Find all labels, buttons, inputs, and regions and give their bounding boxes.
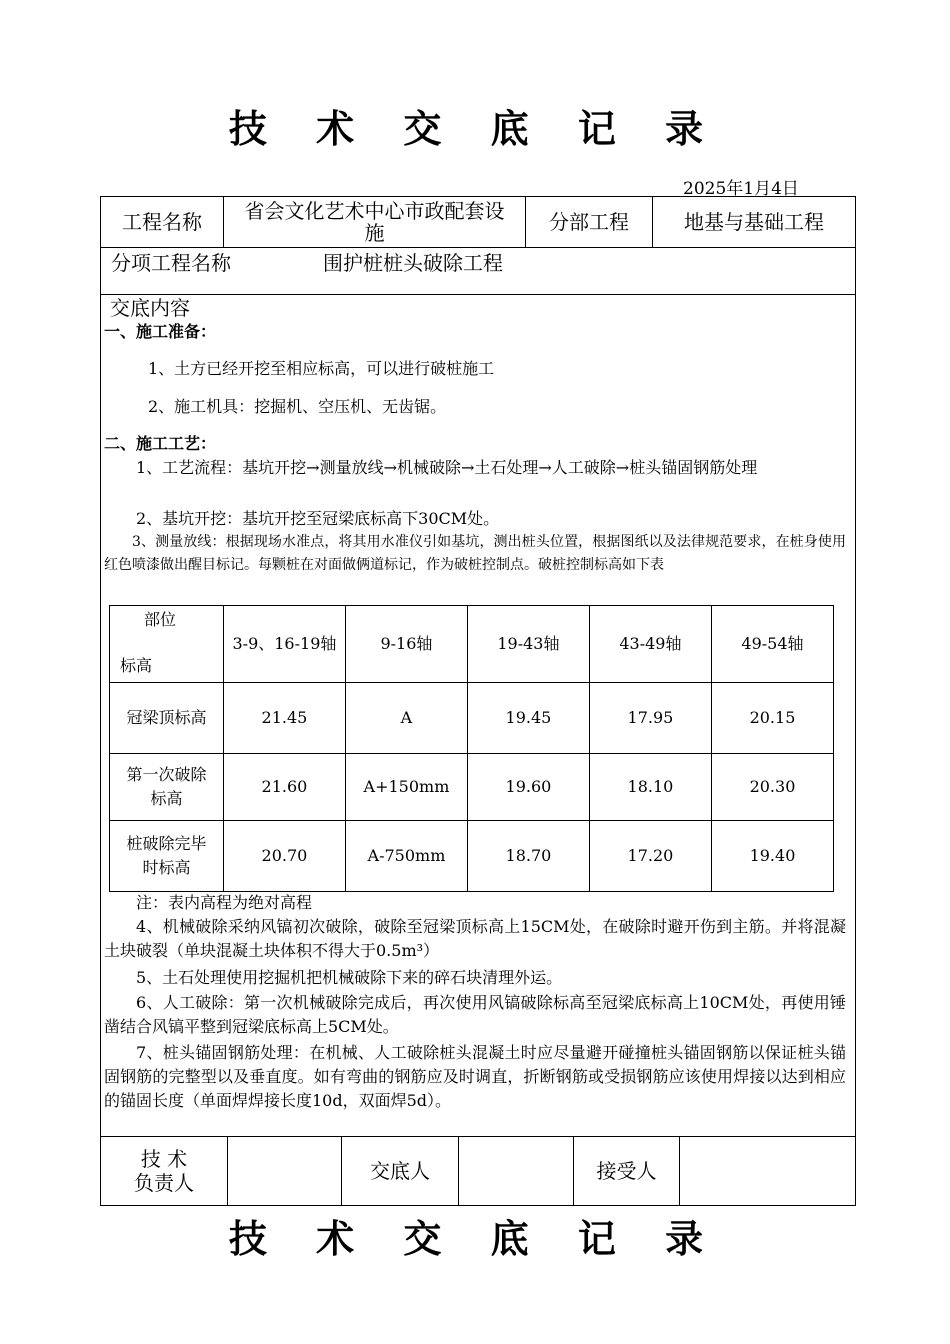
survey-paragraph: 3、测量放线：根据现场水准点，将其用水准仪引如基坑，测出桩头位置，根据图纸以及法律规范要求，在桩身使用红色喷漆做出醒目标记。每颗桩在对面做俩道标记，作为破桩控制点。破桩控制标高如下表 (104, 534, 846, 573)
process-flow-paragraph: 1、工艺流程：基坑开挖→测量放线→机械破除→土石处理→人工破除→桩头锚固钢筋处理 (136, 458, 758, 477)
table-cell: 19.45 (467, 683, 589, 754)
subitem-label: 分项工程名称 (111, 251, 231, 275)
row-label: 桩破除完毕时标高 (110, 821, 224, 892)
table-cell: A-750mm (345, 821, 467, 892)
row-divider (101, 294, 855, 295)
receiver-signature[interactable] (680, 1137, 855, 1205)
prep-item-1: 1、土方已经开挖至相应标高，可以进行破桩施工 (148, 359, 495, 378)
discloser-label: 交底人 (370, 1159, 430, 1183)
table-row (110, 754, 834, 821)
tech-lead-label: 技 术 负责人 (134, 1147, 194, 1195)
rebar-treatment-paragraph: 7、桩头锚固钢筋处理：在机械、人工破除桩头混凝土时应尽量避开碰撞桩头锚固钢筋以保证桩头锚固钢筋的完整型以及垂直度。如有弯曲的钢筋应及时调直，折断钢筋或受损钢筋应该使用焊接以达到相应的锚固长度（单面焊焊接长度10d，双面焊5d）。 (104, 1043, 846, 1110)
corner-top-label: 部位 (144, 610, 177, 629)
table-cell: A+150mm (345, 754, 467, 821)
table-note: 注：表内高程为绝对高程 (136, 893, 313, 912)
column-header: 9-16轴 (345, 606, 467, 683)
table-cell: 20.30 (711, 754, 833, 821)
manual-breaking-paragraph: 6、人工破除：第一次机械破除完成后，再次使用风镐破除标高至冠梁底标高上10CM处，再使用锤凿结合风镐平整到冠梁底标高上5CM处。 (104, 993, 846, 1036)
discloser-signature[interactable] (459, 1137, 573, 1205)
row-label: 冠梁顶标高 (110, 683, 224, 754)
table-header-row (110, 606, 834, 683)
column-header: 49-54轴 (711, 606, 833, 683)
elevation-table (109, 605, 834, 892)
section2-heading: 二、施工工艺： (104, 434, 217, 453)
column-header: 43-49轴 (589, 606, 711, 683)
prep-item-2: 2、施工机具：挖掘机、空压机、无齿锯。 (148, 397, 447, 416)
table-cell: 17.20 (589, 821, 711, 892)
table-row (110, 821, 834, 892)
table-cell: 19.60 (467, 754, 589, 821)
table-cell: 21.45 (223, 683, 345, 754)
division-value: 地基与基础工程 (684, 210, 824, 234)
table-row (110, 683, 834, 754)
table-cell: 21.60 (223, 754, 345, 821)
document-date: 2025年1月4日 (683, 179, 799, 199)
mechanical-breaking-paragraph: 4、机械破除采纳风镐初次破除，破除至冠梁顶标高上15CM处，在破除时避开伤到主筋。并将混凝土块破裂（单块混凝土块体积不得大于0.5m³） (104, 917, 846, 960)
table-cell: 18.10 (589, 754, 711, 821)
content-label: 交底内容 (110, 296, 190, 320)
table-cell: 20.15 (711, 683, 833, 754)
table-cell: 18.70 (467, 821, 589, 892)
project-name-label: 工程名称 (122, 210, 202, 234)
excavation-paragraph: 2、基坑开挖：基坑开挖至冠梁底标高下30CM处。 (136, 509, 500, 528)
table-cell: 17.95 (589, 683, 711, 754)
corner-bottom-label: 标高 (120, 656, 153, 675)
column-header: 3-9、16-19轴 (223, 606, 345, 683)
row-label: 第一次破除标高 (110, 754, 224, 821)
receiver-label: 接受人 (596, 1159, 657, 1183)
division-label: 分部工程 (549, 210, 629, 234)
document-title-next-page: 技 术 交 底 记 录 (228, 1216, 722, 1261)
subitem-value: 围护桩桩头破除工程 (323, 251, 503, 275)
table-cell: A (345, 683, 467, 754)
debris-paragraph: 5、土石处理使用挖掘机把机械破除下来的碎石块清理外运。 (136, 968, 563, 987)
document-title: 技 术 交 底 记 录 (228, 106, 722, 151)
project-name-value: 省会文化艺术中心市政配套设施 (244, 199, 505, 245)
table-corner-cell (110, 606, 224, 683)
table-cell: 20.70 (223, 821, 345, 892)
tech-lead-signature[interactable] (228, 1137, 341, 1205)
table-cell: 19.40 (711, 821, 833, 892)
column-header: 19-43轴 (467, 606, 589, 683)
section1-heading: 一、施工准备： (104, 322, 217, 341)
